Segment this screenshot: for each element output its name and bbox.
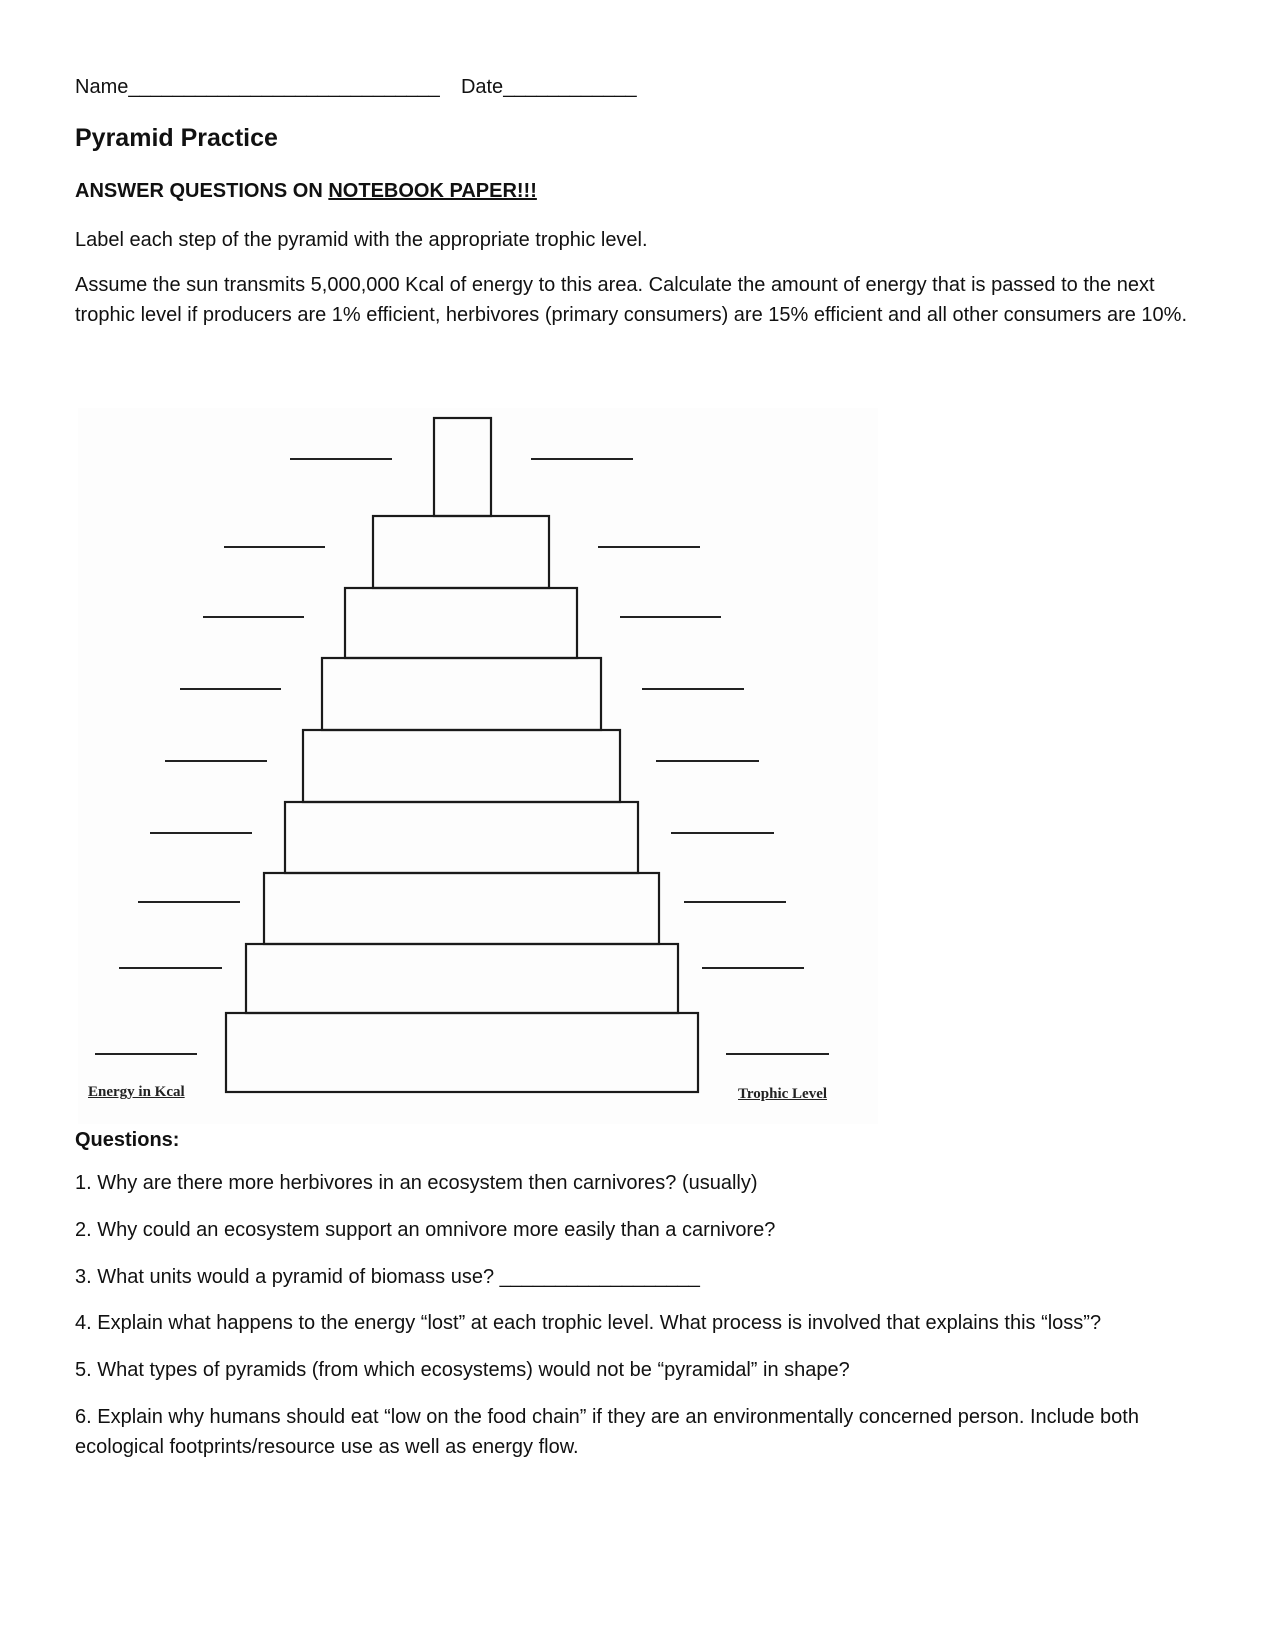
pyramid-step-6 bbox=[285, 802, 638, 873]
label-instruction: Label each step of the pyramid with the appropriate trophic level. bbox=[75, 229, 648, 251]
instructions bbox=[75, 176, 537, 206]
instructions-emphasis: NOTEBOOK PAPER!!! bbox=[328, 180, 537, 202]
pyramid-step-9 bbox=[226, 1013, 698, 1092]
question-4: 4. Explain what happens to the energy “lost” at each trophic level. What process is involved that explains this “loss”? bbox=[75, 1312, 1102, 1334]
name-date-line bbox=[75, 72, 637, 102]
pyramid-step-3 bbox=[345, 588, 577, 658]
pyramid-svg bbox=[78, 408, 878, 1124]
pyramid-step-2 bbox=[373, 516, 549, 588]
pyramid-step-8 bbox=[246, 944, 678, 1013]
question-5: 5. What types of pyramids (from which ecosystems) would not be “pyramidal” in shape? bbox=[75, 1359, 850, 1381]
pyramid-step-7 bbox=[264, 873, 659, 944]
pyramid-step-4 bbox=[322, 658, 601, 730]
name-label: Name bbox=[75, 76, 129, 98]
energy-caption: Energy in Kcal bbox=[88, 1084, 185, 1100]
name-blank[interactable]: ____________________________ bbox=[128, 76, 440, 98]
question-6: 6. Explain why humans should eat “low on the food chain” if they are an environmentally concerned person. Include both ecological footprints/resource use as well as energy flow. bbox=[75, 1406, 1139, 1458]
energy-instruction: Assume the sun transmits 5,000,000 Kcal of energy to this area. Calculate the amount of energy that is passed to the next trophic level if producers are 1% efficient, herbivores (primary consumers) are 15% efficient and all other consumers are 10%. bbox=[75, 274, 1188, 326]
question-3: 3. What units would a pyramid of biomass use? __________________ bbox=[75, 1266, 700, 1288]
trophic-level-caption: Trophic Level bbox=[738, 1086, 828, 1102]
question-2: 2. Why could an ecosystem support an omnivore more easily than a carnivore? bbox=[75, 1219, 776, 1241]
page-title: Pyramid Practice bbox=[75, 124, 278, 152]
pyramid-step-5 bbox=[303, 730, 620, 802]
pyramid-step-1 bbox=[434, 418, 491, 516]
date-label: Date bbox=[460, 76, 504, 98]
instructions-prefix: ANSWER QUESTIONS ON bbox=[75, 180, 329, 202]
date-blank[interactable]: ____________ bbox=[503, 76, 637, 98]
questions-heading: Questions: bbox=[75, 1129, 180, 1151]
question-1: 1. Why are there more herbivores in an ecosystem then carnivores? (usually) bbox=[75, 1172, 758, 1194]
energy-pyramid-diagram bbox=[78, 408, 878, 1124]
